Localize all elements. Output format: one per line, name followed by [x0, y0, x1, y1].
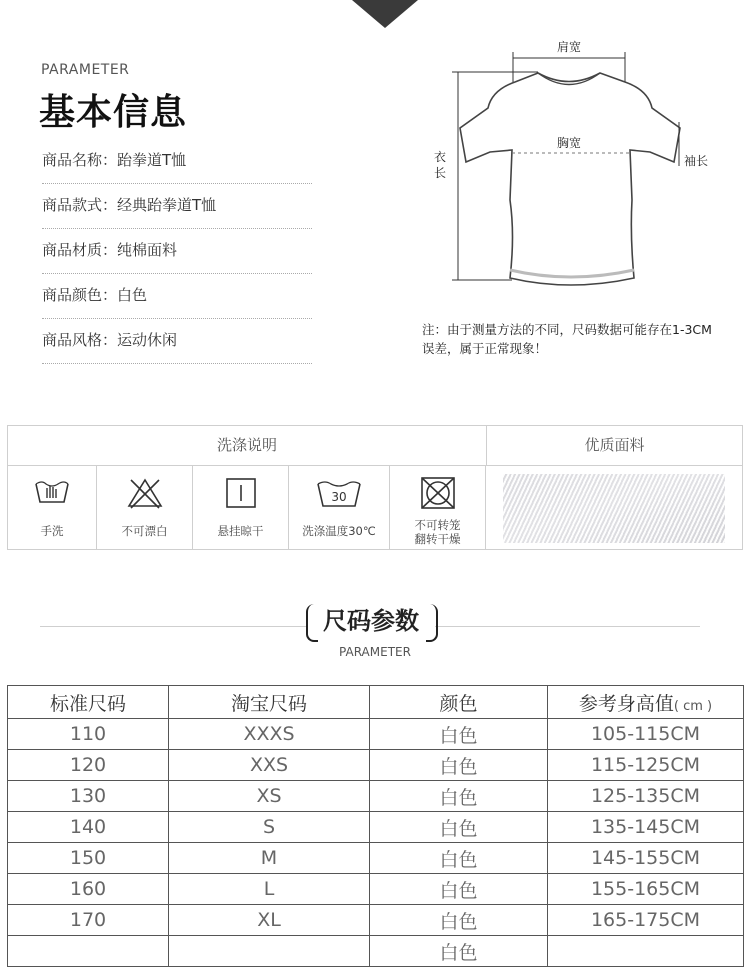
table-cell: 135-145CM	[548, 812, 744, 843]
table-cell: 145-155CM	[548, 843, 744, 874]
size-table-header: 颜色	[370, 686, 548, 719]
info-value: 运动休闲	[117, 331, 178, 349]
info-value: 跆拳道T恤	[117, 151, 187, 169]
info-value: 纯棉面料	[117, 241, 178, 259]
table-cell: XL	[169, 905, 370, 936]
table-cell: 150	[8, 843, 169, 874]
table-cell	[548, 936, 744, 967]
hand-wash-icon	[32, 476, 72, 510]
wash-item-label: 悬挂晾干	[217, 524, 264, 538]
measurement-note: 注：由于测量方法的不同，尺码数据可能存在1-3CM误差，属于正常现象！	[422, 322, 712, 356]
info-label: 商品风格：	[42, 331, 118, 349]
info-label: 商品款式：	[42, 196, 118, 214]
table-cell: 白色	[370, 874, 548, 905]
table-cell: 105-115CM	[548, 719, 744, 750]
table-cell: XS	[169, 781, 370, 812]
info-row-type	[42, 320, 312, 364]
length-label-1: 衣	[433, 150, 447, 164]
size-table-header-row	[8, 686, 744, 719]
table-cell: 115-125CM	[548, 750, 744, 781]
table-cell: 白色	[370, 905, 548, 936]
info-value: 白色	[117, 286, 148, 304]
wash-item-label: 洗涤温度30℃	[302, 524, 376, 538]
table-cell: 165-175CM	[548, 905, 744, 936]
size-title-box	[307, 604, 435, 640]
fabric-title: 优质面料	[584, 436, 645, 454]
table-cell: 白色	[370, 750, 548, 781]
table-cell: M	[169, 843, 370, 874]
wash-item-label-multi	[390, 518, 485, 546]
table-row	[8, 905, 744, 936]
table-cell: XXS	[169, 750, 370, 781]
wash-item-no-tumble	[390, 466, 486, 550]
chest-label: 胸宽	[556, 136, 582, 150]
table-cell	[169, 936, 370, 967]
table-cell: 白色	[370, 719, 548, 750]
table-cell: L	[169, 874, 370, 905]
basic-info-title: 基本信息	[39, 91, 188, 133]
fabric-photo-cell	[486, 466, 742, 550]
info-row-color	[42, 275, 312, 319]
table-row	[8, 781, 744, 812]
top-triangle-decoration	[352, 0, 418, 28]
hang-dry-icon	[221, 476, 261, 510]
size-table-header: 标准尺码	[8, 686, 169, 719]
no-tumble-dry-icon	[418, 476, 458, 510]
fabric-photo	[503, 474, 725, 543]
sleeve-label: 袖长	[684, 154, 709, 168]
table-cell: 130	[8, 781, 169, 812]
table-cell: 白色	[370, 812, 548, 843]
wash-item-label-line: 翻转干燥	[414, 532, 461, 546]
table-cell: 白色	[370, 936, 548, 967]
table-row	[8, 719, 744, 750]
table-row	[8, 843, 744, 874]
size-table-header-height	[548, 686, 744, 719]
table-cell: 白色	[370, 781, 548, 812]
wash-item-temp	[289, 466, 390, 550]
wash-item-hand	[8, 466, 97, 550]
length-label-2: 长	[433, 166, 447, 180]
info-value: 经典跆拳道T恤	[117, 196, 217, 214]
info-row-style	[42, 185, 312, 229]
info-label: 商品材质：	[42, 241, 118, 259]
wash-item-label-line: 不可转笼	[414, 518, 461, 532]
wash-30-icon	[315, 476, 363, 510]
table-row	[8, 750, 744, 781]
table-cell	[8, 936, 169, 967]
table-cell: 120	[8, 750, 169, 781]
size-title-bracket-left	[306, 604, 318, 642]
table-row	[8, 812, 744, 843]
shoulder-label: 肩宽	[556, 40, 582, 54]
size-title: 尺码参数	[323, 606, 419, 635]
wash-temp-value: 30	[331, 490, 347, 504]
height-header-text: 参考身高值	[578, 692, 674, 715]
wash-item-hang-dry	[193, 466, 289, 550]
size-title-bracket-right	[426, 604, 438, 642]
table-cell: XXXS	[169, 719, 370, 750]
parameter-label: PARAMETER	[41, 62, 130, 78]
table-row	[8, 936, 744, 967]
info-row-material	[42, 230, 312, 274]
table-cell: 170	[8, 905, 169, 936]
tshirt-measure-diagram	[420, 30, 720, 290]
wash-item-no-bleach	[97, 466, 193, 550]
size-table	[7, 685, 744, 967]
size-table-header: 淘宝尺码	[169, 686, 370, 719]
table-cell: 160	[8, 874, 169, 905]
table-row	[8, 874, 744, 905]
tshirt-outline	[460, 73, 680, 285]
table-cell: 155-165CM	[548, 874, 744, 905]
table-cell: 110	[8, 719, 169, 750]
height-unit: ( cm )	[673, 698, 713, 714]
wash-item-label: 手洗	[40, 524, 64, 538]
info-label: 商品名称：	[42, 151, 118, 169]
wash-item-label: 不可漂白	[121, 524, 168, 538]
product-info-list	[42, 140, 312, 365]
wash-instructions-table	[7, 425, 743, 550]
wash-title: 洗涤说明	[8, 426, 487, 465]
table-cell: S	[169, 812, 370, 843]
table-cell: 140	[8, 812, 169, 843]
info-row-name	[42, 140, 312, 184]
info-label: 商品颜色：	[42, 286, 118, 304]
no-bleach-icon	[125, 476, 165, 510]
table-cell: 白色	[370, 843, 548, 874]
size-title-en: PARAMETER	[339, 645, 411, 659]
table-cell: 125-135CM	[548, 781, 744, 812]
